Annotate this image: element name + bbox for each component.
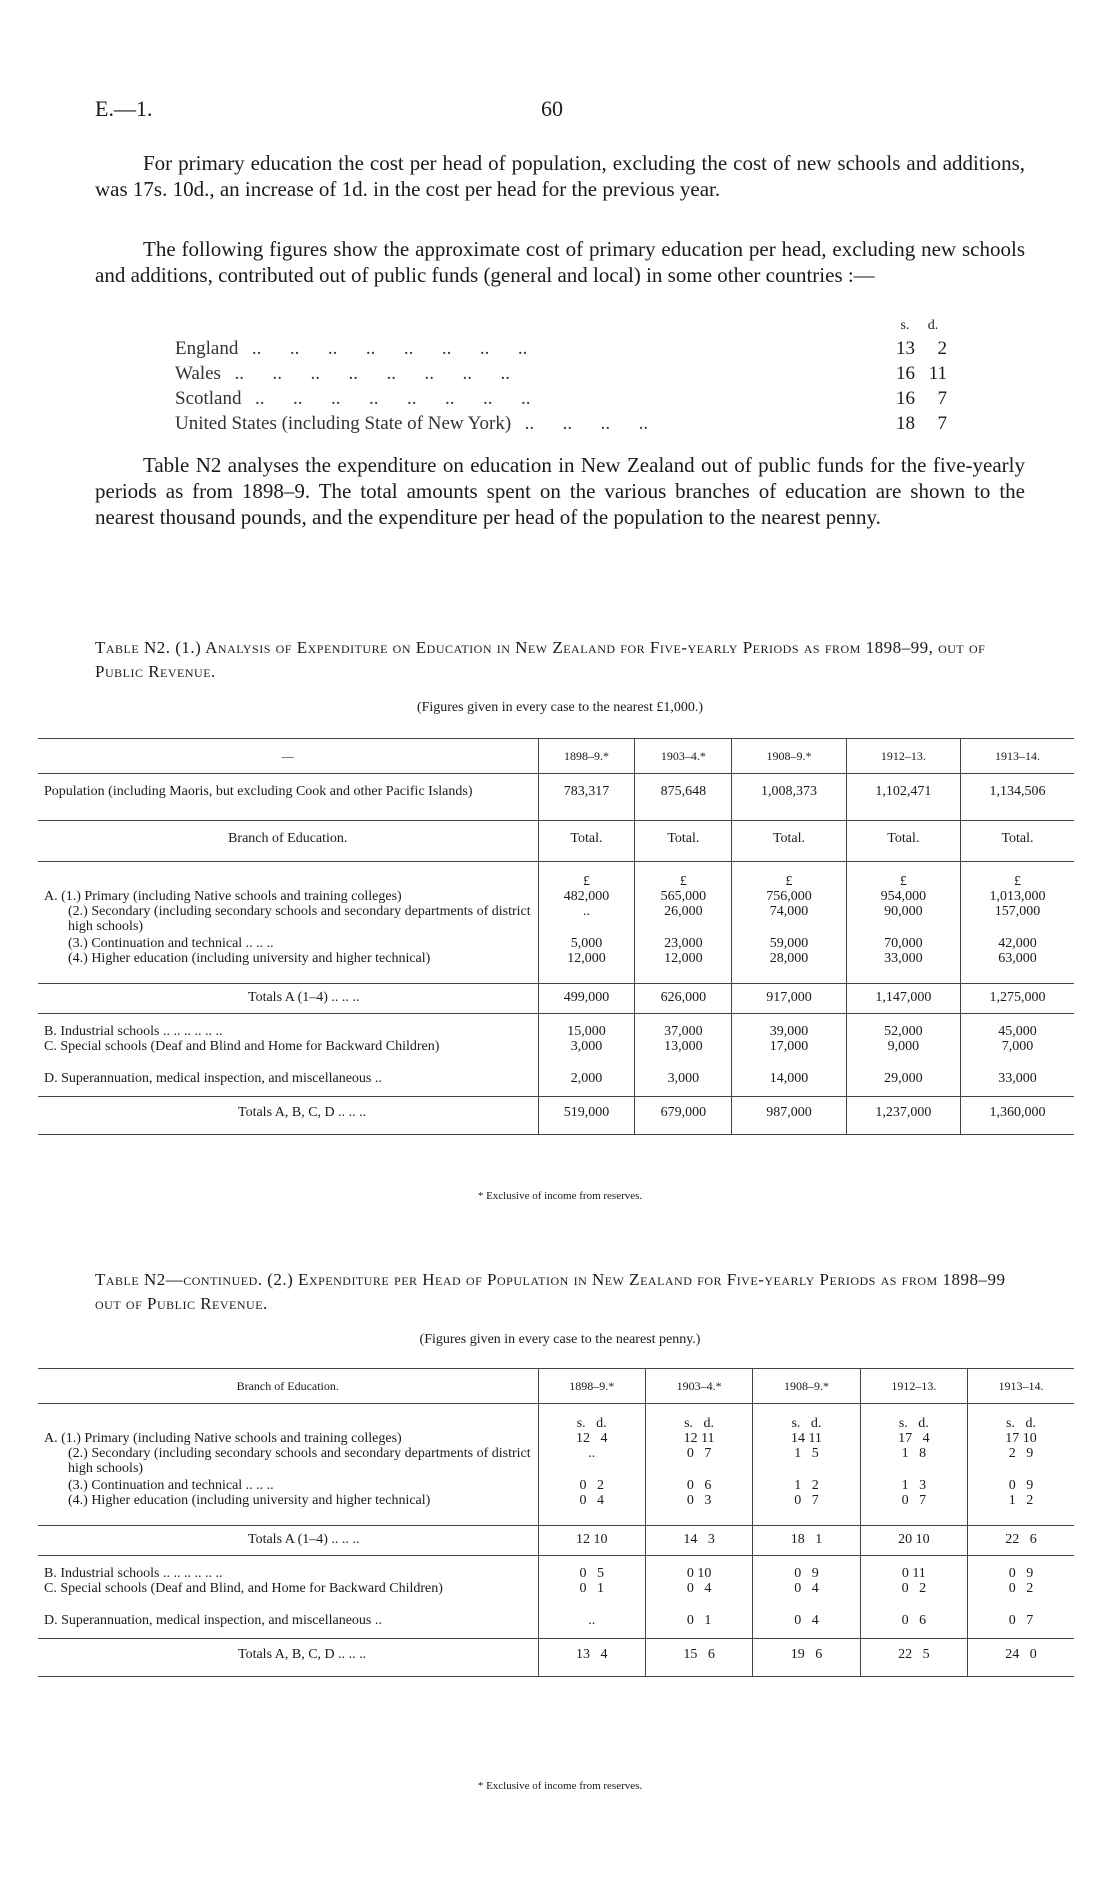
column-header: 1912–13. [846, 739, 960, 774]
total-label: Total. [538, 821, 635, 862]
row-label: C. Special schools (Deaf and Blind, and Home for Backward Children) [44, 1581, 443, 1596]
cell-value: 1,275,000 [960, 984, 1074, 1014]
cell-value: 2 9 [968, 1446, 1075, 1478]
cell-value: 12,000 [538, 951, 635, 984]
cell-value: 0 2 [860, 1581, 967, 1613]
column-header: 1908–9.* [732, 739, 846, 774]
row-label: (3.) Continuation and technical .. .. .. [68, 936, 274, 951]
total-label: Total. [846, 821, 960, 862]
cell-value: 0 1 [645, 1613, 752, 1639]
table2-subtitle: (Figures given in every case to the nearest penny.) [419, 1332, 701, 1347]
total-label: Total. [635, 821, 732, 862]
row-label: Totals A, B, C, D .. .. .. [38, 1639, 538, 1677]
total-label: Total. [732, 821, 846, 862]
table-row-special [38, 1581, 1074, 1613]
cell-value: 0 7 [860, 1493, 967, 1526]
branch-header-row [38, 821, 1074, 862]
unit-row [38, 862, 1074, 890]
cell-value: 1 8 [860, 1446, 967, 1478]
cell-value: 0 1 [538, 1581, 645, 1613]
column-header: 1903–4.* [635, 739, 732, 774]
expenditure-per-head-table [38, 1368, 1074, 1677]
table-row-primary [38, 889, 1074, 904]
cell-value: 2,000 [538, 1071, 635, 1097]
cell-value: 24 0 [968, 1639, 1075, 1677]
population-value: 1,134,506 [960, 774, 1074, 821]
cell-value: 74,000 [732, 904, 846, 936]
paragraph-primary-cost: For primary education the cost per head of population, excluding the cost of new schools and additions, was 17s. 10d., an increase of 1d. in the cost per head for the previous year. [95, 151, 1025, 201]
cost-shillings: 16 [896, 363, 915, 384]
cell-value: 0 2 [538, 1478, 645, 1493]
table-row-superannuation [38, 1071, 1074, 1097]
column-header: 1898–9.* [538, 1369, 645, 1404]
cell-value: 7,000 [960, 1039, 1074, 1071]
population-value: 875,648 [635, 774, 732, 821]
unit-label: £ [732, 862, 846, 890]
table-row-continuation [38, 1478, 1074, 1493]
cell-value: 482,000 [538, 889, 635, 904]
shillings-header: s. [900, 318, 910, 333]
row-label: D. Superannuation, medical inspection, and miscellaneous .. [38, 1071, 538, 1097]
cell-value: 14 3 [645, 1526, 752, 1556]
table-header-row [38, 1369, 1074, 1404]
row-label: Totals A, B, C, D .. .. .. [38, 1097, 538, 1135]
unit-label: s. d. [860, 1404, 967, 1432]
cost-list-header [891, 318, 951, 334]
cost-pence: 7 [937, 388, 947, 409]
country-row [175, 388, 955, 413]
table2-title: Table N2—continued. (2.) Expenditure per Head of Population in New Zealand for Five-yearly Periods as from 1898–99 out of Public Revenue. [95, 1270, 1006, 1313]
table-row-industrial [38, 1556, 1074, 1582]
cell-value: 954,000 [846, 889, 960, 904]
table-row-totals-a [38, 1526, 1074, 1556]
page-number: 60 [541, 96, 563, 121]
cell-value: 63,000 [960, 951, 1074, 984]
cell-value: 0 10 [645, 1556, 752, 1582]
cell-value: 37,000 [635, 1014, 732, 1040]
paragraph-table-intro: Table N2 analyses the expenditure on education in New Zealand out of public funds for the five-yearly periods as from 1898–9. The total amounts spent on the various branches of education are shown to the nearest thousand pounds, and the expenditure per head of the population to the nearest penny. [95, 453, 1025, 529]
cell-value: 0 7 [968, 1613, 1075, 1639]
cell-value: 0 4 [645, 1581, 752, 1613]
cell-value: 1 3 [860, 1478, 967, 1493]
column-header: 1913–14. [960, 739, 1074, 774]
country-row [175, 363, 955, 388]
table-row-totals-a [38, 984, 1074, 1014]
table-row-superannuation [38, 1613, 1074, 1639]
cell-value: 1,147,000 [846, 984, 960, 1014]
cell-value: 22 5 [860, 1639, 967, 1677]
table1-footnote: * Exclusive of income from reserves. [477, 1190, 643, 1202]
cell-value: .. [538, 904, 635, 936]
column-header: 1903–4.* [645, 1369, 752, 1404]
cell-value: 12,000 [635, 951, 732, 984]
country-name: Wales [175, 363, 225, 384]
cell-value: 5,000 [538, 936, 635, 951]
unit-label: s. d. [645, 1404, 752, 1432]
row-label: (4.) Higher education (including university and higher technical) [38, 951, 538, 984]
branch-label: Branch of Education. [38, 821, 538, 862]
row-label: (4.) Higher education (including university and higher technical) [38, 1493, 538, 1526]
table-row-primary [38, 1431, 1074, 1446]
cell-value: 9,000 [846, 1039, 960, 1071]
cell-value: 17 10 [968, 1431, 1075, 1446]
country-name: United States (including State of New York) [175, 413, 515, 434]
cell-value: 1 5 [753, 1446, 860, 1478]
cost-shillings: 18 [896, 413, 915, 434]
country-name: England [175, 338, 242, 359]
table1-title [95, 636, 1025, 684]
row-label: A. (1.) Primary (including Native schools and training colleges) [44, 889, 402, 904]
country-name: Scotland [175, 388, 246, 409]
cell-value: 17 4 [860, 1431, 967, 1446]
table2-footnote: * Exclusive of income from reserves. [477, 1780, 643, 1792]
cell-value: 15,000 [538, 1014, 635, 1040]
unit-label: £ [846, 862, 960, 890]
leader-dots: .. .. .. .. .. .. .. .. [224, 363, 510, 384]
table1-prefix: Table N2. [95, 638, 171, 657]
table1-heading: (1.) Analysis of Expenditure on Education in New Zealand for Five-yearly Periods as from 1898–99, out of Public Revenue. [95, 638, 986, 681]
cell-value: 12 10 [538, 1526, 645, 1556]
population-value: 1,008,373 [732, 774, 846, 821]
unit-label: £ [960, 862, 1074, 890]
unit-label: s. d. [538, 1404, 645, 1432]
cell-value: 59,000 [732, 936, 846, 951]
unit-label: £ [538, 862, 635, 890]
branch-label: Branch of Education. [38, 1369, 538, 1404]
table-row-grand-total [38, 1097, 1074, 1135]
cell-value: 45,000 [960, 1014, 1074, 1040]
row-label: (3.) Continuation and technical .. .. .. [68, 1478, 274, 1493]
cell-value: 519,000 [538, 1097, 635, 1135]
unit-label: s. d. [968, 1404, 1075, 1432]
cost-pence: 7 [937, 413, 947, 434]
column-header: 1908–9.* [753, 1369, 860, 1404]
population-row [38, 774, 1074, 821]
cell-value: 0 4 [538, 1493, 645, 1526]
row-label: B. Industrial schools .. .. .. .. .. .. [44, 1024, 223, 1039]
row-label: (2.) Secondary (including secondary schools and secondary departments of district high schools) [68, 1446, 531, 1476]
cell-value: 33,000 [960, 1071, 1074, 1097]
row-label: C. Special schools (Deaf and Blind and Home for Backward Children) [44, 1039, 440, 1054]
cost-shillings: 16 [896, 388, 915, 409]
population-value: 783,317 [538, 774, 635, 821]
table-row-higher [38, 951, 1074, 984]
expenditure-total-table [38, 738, 1074, 1135]
cell-value: 14 11 [753, 1431, 860, 1446]
cell-value: 13 4 [538, 1639, 645, 1677]
pence-header: d. [927, 318, 939, 333]
table-header-row [38, 739, 1074, 774]
cell-value: 0 6 [860, 1613, 967, 1639]
cell-value: 157,000 [960, 904, 1074, 936]
cell-value: 0 7 [645, 1446, 752, 1478]
cell-value: 42,000 [960, 936, 1074, 951]
cell-value: 33,000 [846, 951, 960, 984]
cell-value: 499,000 [538, 984, 635, 1014]
total-label: Total. [960, 821, 1074, 862]
cell-value: 39,000 [732, 1014, 846, 1040]
row-label: D. Superannuation, medical inspection, and miscellaneous .. [38, 1613, 538, 1639]
leader-dots: .. .. .. .. .. .. .. .. [242, 338, 528, 359]
cell-value: 756,000 [732, 889, 846, 904]
column-header: 1898–9.* [538, 739, 635, 774]
row-label: A. (1.) Primary (including Native schools and training colleges) [44, 1431, 402, 1446]
cell-value: 28,000 [732, 951, 846, 984]
cell-value: 3,000 [538, 1039, 635, 1071]
cell-value: 22 6 [968, 1526, 1075, 1556]
document-code: E.—1. [95, 96, 153, 121]
column-header: 1913–14. [968, 1369, 1075, 1404]
cell-value: .. [538, 1446, 645, 1478]
cell-value: 1,013,000 [960, 889, 1074, 904]
cell-value: 0 2 [968, 1581, 1075, 1613]
cell-value: 987,000 [732, 1097, 846, 1135]
cell-value: 23,000 [635, 936, 732, 951]
table1-subtitle: (Figures given in every case to the nearest £1,000.) [416, 700, 704, 715]
table-row-higher [38, 1493, 1074, 1526]
row-label: (2.) Secondary (including secondary schools and secondary departments of district high schools) [68, 904, 531, 934]
cell-value: 0 4 [753, 1613, 860, 1639]
cell-value: 0 9 [968, 1478, 1075, 1493]
country-row [175, 338, 955, 363]
unit-label: s. d. [753, 1404, 860, 1432]
unit-label: £ [635, 862, 732, 890]
cell-value: 70,000 [846, 936, 960, 951]
cell-value: 1 2 [968, 1493, 1075, 1526]
cell-value: 0 5 [538, 1556, 645, 1582]
unit-row [38, 1404, 1074, 1432]
cell-value: 917,000 [732, 984, 846, 1014]
cell-value: 1 2 [753, 1478, 860, 1493]
population-label: Population (including Maoris, but excluding Cook and other Pacific Islands) [38, 774, 538, 821]
cell-value: .. [538, 1613, 645, 1639]
cell-value: 0 6 [645, 1478, 752, 1493]
cell-value: 12 4 [538, 1431, 645, 1446]
cell-value: 1,237,000 [846, 1097, 960, 1135]
cell-value: 0 7 [753, 1493, 860, 1526]
table-row-continuation [38, 936, 1074, 951]
cell-value: 0 4 [753, 1581, 860, 1613]
cell-value: 1,360,000 [960, 1097, 1074, 1135]
row-label: Totals A (1–4) .. .. .. [38, 984, 538, 1014]
cell-value: 29,000 [846, 1071, 960, 1097]
cell-value: 0 11 [860, 1556, 967, 1582]
country-row [175, 413, 955, 438]
cell-value: 90,000 [846, 904, 960, 936]
cell-value: 17,000 [732, 1039, 846, 1071]
table-row-secondary [38, 904, 1074, 936]
cost-shillings: 13 [896, 338, 915, 359]
table-row-secondary [38, 1446, 1074, 1478]
cell-value: 18 1 [753, 1526, 860, 1556]
cell-value: 0 9 [753, 1556, 860, 1582]
cell-value: 14,000 [732, 1071, 846, 1097]
dash-header: — [38, 739, 538, 774]
cell-value: 52,000 [846, 1014, 960, 1040]
cell-value: 12 11 [645, 1431, 752, 1446]
paragraph-other-countries: The following figures show the approximate cost of primary education per head, excluding new schools and additions, contributed out of public funds (general and local) in some other countries :— [95, 237, 1025, 287]
table-row-special [38, 1039, 1074, 1071]
cell-value: 15 6 [645, 1639, 752, 1677]
cell-value: 565,000 [635, 889, 732, 904]
column-header: 1912–13. [860, 1369, 967, 1404]
cost-pence: 2 [937, 338, 947, 359]
cell-value: 13,000 [635, 1039, 732, 1071]
cell-value: 0 3 [645, 1493, 752, 1526]
leader-dots: .. .. .. .. .. .. .. .. [245, 388, 531, 409]
row-label: Totals A (1–4) .. .. .. [38, 1526, 538, 1556]
cell-value: 20 10 [860, 1526, 967, 1556]
cell-value: 679,000 [635, 1097, 732, 1135]
cell-value: 19 6 [753, 1639, 860, 1677]
row-label: B. Industrial schools .. .. .. .. .. .. [44, 1566, 223, 1581]
table-row-grand-total [38, 1639, 1074, 1677]
cell-value: 0 9 [968, 1556, 1075, 1582]
cell-value: 626,000 [635, 984, 732, 1014]
cell-value: 3,000 [635, 1071, 732, 1097]
cell-value: 26,000 [635, 904, 732, 936]
population-value: 1,102,471 [846, 774, 960, 821]
leader-dots: .. .. .. .. [515, 413, 649, 434]
cost-pence: 11 [928, 363, 947, 384]
table-row-industrial [38, 1014, 1074, 1040]
